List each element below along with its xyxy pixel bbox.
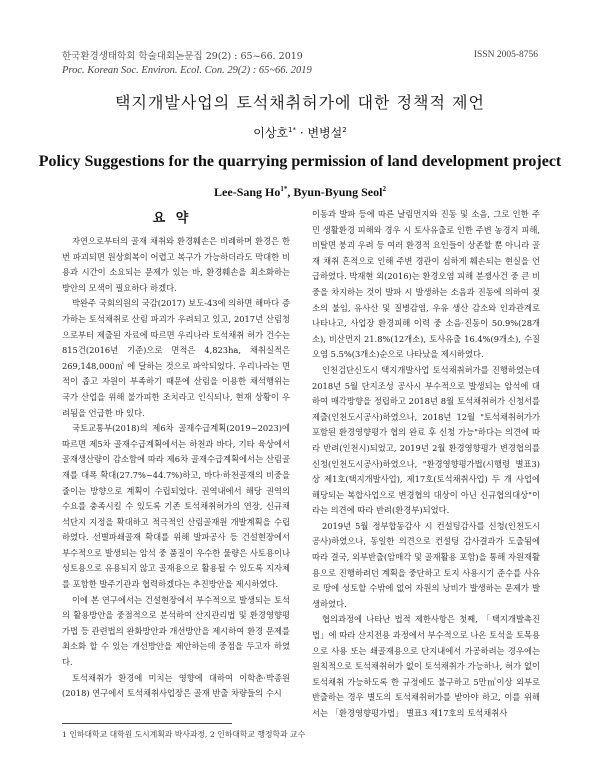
paragraph: 협의과정에 나타난 법적 제한사항은 첫째, 「택지개발촉진법」에 따라 산지전용 과정에서 부수적으로 나온 토석을 토목용으로 사용 또는 쇄골재용으로 단지내에서 가공하려는 경우에는 원칙적으로 토석채취허가 없이 토석채취가 가능하나, 허가 없이 토석채취 가능하도록 한 규정에도 불구하고 5만㎥이상 외부로 반출하는 경우 별도의 토석채취허가를 받아야 하고, 이를 위해서는 「환경영향평가법」 별표3 제17호의 토석채취사: [312, 614, 540, 718]
author-sep-en: ,: [287, 185, 294, 199]
journal-citation-kr: 한국환경생태학회 학술대회논문집 29(2) : 65~66. 2019: [62, 51, 303, 62]
authors-english: [0, 185, 600, 200]
author-2-en: Byun-Byung Seol: [293, 185, 383, 199]
journal-citation-en: Proc. Korean Soc. Environ. Ecol. Con. 29(2) : 65~66. 2019: [62, 65, 312, 76]
author-sep-kr: ·: [296, 126, 308, 140]
paragraph: 토석채취가 환경에 미치는 영향에 대하여 이학춘·박종원(2018) 연구에서 토석채취사업장은 골재 반출 차량들의 수시: [62, 672, 290, 699]
paragraph: 박완주 국회의원의 국감(2017) 보도-43에 의하면 해마다 증가하는 토석채취로 산림 파괴가 우려되고 있고, 2017년 산림청으로부터 제출된 자료에 따르면 우리나라 토석채취 허가 건수는 815건(2016년 기준)으로 면적은 4,823ha, 채취실적은 269,148,000㎥ 에 달하는 것으로 파악되었다. 우리나라는 면적이 좁고 자원이 부족하기 때문에 산림을 이용한 채석행위는 국가 산업을 위해 불가피한 조치라고 인식되나, 현재 상황이 우려됨을 언급한 바 있다.: [62, 298, 290, 418]
paragraph: 국토교통부(2018)의 제6차 골재수급계획(2019~2023)에 따르면 제5차 골재수급계획에서는 하천과 바다, 기타 육상에서 골재생산량이 감소함에 따라 제6차 골재수급계획에서는 산림골재를 대폭 확대(27.7%~44.7%)하고, 바다·하천골재의 비중을 줄이는 방향으로 계획이 수립되었다. 권역내에서 해당 권역의 수요를 충족시킬 수 있도록 기존 토석채취허가의 연장, 신규채석단지 지정을 확대하고 적극적인 산림골재원 개발계획을 수립하였다. 선별파쇄골재 확대를 위해 발파공사 등 건설현장에서 부수적으로 발생되는 암석 중 품질이 우수한 물량은 사토용이나 성토용으로 유용되지 않고 골재용으로 활용될 수 있도록 지자체를 포함한 발주기관과 협력하겠다는 추진방안을 제시하였다.: [62, 423, 290, 590]
author-1-kr-sup: 1*: [288, 126, 297, 134]
authors-korean: [0, 124, 600, 141]
left-column: [62, 234, 290, 702]
author-1-en-sup: 1*: [280, 185, 288, 193]
footnote-divider: [62, 723, 232, 724]
author-1-kr: 이상호: [253, 126, 289, 140]
right-column: [312, 207, 540, 722]
paragraph: 자연으로부터의 골재 채취와 환경훼손은 비례하며 환경은 한 번 파괴되면 원상회복이 어렵고 복구가 가능하더라도 막대한 비용과 시간이 소요되는 문제가 있는 바, 환경훼손을 최소화하는 방안의 모색이 필요하다 하겠다.: [62, 236, 290, 293]
paragraph: 인천검단신도시 택지개발사업 토석채취허가를 진행하였는데 2018년 5월 단지조성 공사시 부수적으로 발생되는 암석에 대하여 매각방향을 정립하고 2018년 8월 토석채취허가 신청서를 제출(인천도시공사)하였으나, 2018년 12월 "토석채취허가가 포함된 환경영향평가 협의 완료 후 신청 가능"하다는 의견에 따라 반려(인천시)되었고, 2019년 2월 환경영향평가 변경협의를 신청(인천도시공사)하였으나, "환경영향평가법(시행령 별표3)상 제1호(택지개발사업), 제17호(토석채취사업) 두 개 사업에 해당되는 복합사업으로 변경협의 대상이 아닌 신규협의대상"이라는 의견에 따라 반려(환경부)되었다.: [312, 364, 540, 516]
paragraph: 이에 본 연구에서는 건설현장에서 부수적으로 발생되는 토석의 활용방안을 중점적으로 분석하여 산지관리법 및 환경영향평가법 등 관련법의 완화방안과 개선방안을 제시하여 환경 문제를 최소화 할 수 있는 개선방안을 제안하는데 중점을 두고자 하였다.: [62, 594, 290, 668]
journal-header: [62, 50, 312, 78]
author-1-en: Lee-Sang Ho: [214, 185, 281, 199]
title-english: Policy Suggestions for the quarrying permission of land development project: [38, 153, 562, 170]
author-2-kr-sup: 2: [342, 126, 347, 134]
title-korean: 택지개발사업의 토석채취허가에 대한 정책적 제언: [115, 93, 485, 112]
author-2-en-sup: 2: [382, 185, 386, 193]
paragraph: 이동과 발파 등에 따른 날림먼지와 진동 및 소음, 그로 인한 주민 생활환경 피해와 경우 시 토사유출로 인한 주변 농경지 피해, 비탈면 붕괴 우려 등 여러 환경적 요인들이 상존할 뿐 아니라 골재 채취 흔적으로 인해 주변 경관이 심하게 훼손되는 현실을 언급하였다. 박재현 외(2016)는 환경오염 피해 분쟁사건 중 큰 비중을 차지하는 것이 발파 시 발생하는 소음과 진동에 의하여 젖소의 불임, 유사산 및 질병감염, 우유 생산 감소와 인과관계로 나타나고, 사업장 환경피해 이력 중 소음·진동이 50.9%(28개소), 비산먼지 21.8%(12개소), 토사유출 16.4%(9개소), 수질오염 5.5%(3개소)순으로 나타났을 제시하였다.: [312, 209, 540, 360]
issn: ISSN 2005-8756: [473, 50, 538, 60]
paragraph: 2019년 5월 정부합동감사 시 컨설팅감사를 신청(인천도시공사)하였으나, 동일한 의견으로 컨설팅 감사결과가 도출됨에 따라 결국, 외부반출(암매각 및 골재활용 포함)을 통해 자원재활용으로 진행하려던 계획을 중단하고 토지 사용시기 준수를 사유로 땅에 성토할 수밖에 없어 자원의 낭비가 발생하는 문제가 발생하였다.: [312, 520, 540, 609]
footnote: 1 인하대학교 대학원 도시계획과 박사과정, 2 인하대학교 행정학과 교수: [62, 730, 306, 739]
author-2-kr: 변병설: [307, 126, 343, 140]
abstract-heading: 요 약: [152, 211, 192, 226]
